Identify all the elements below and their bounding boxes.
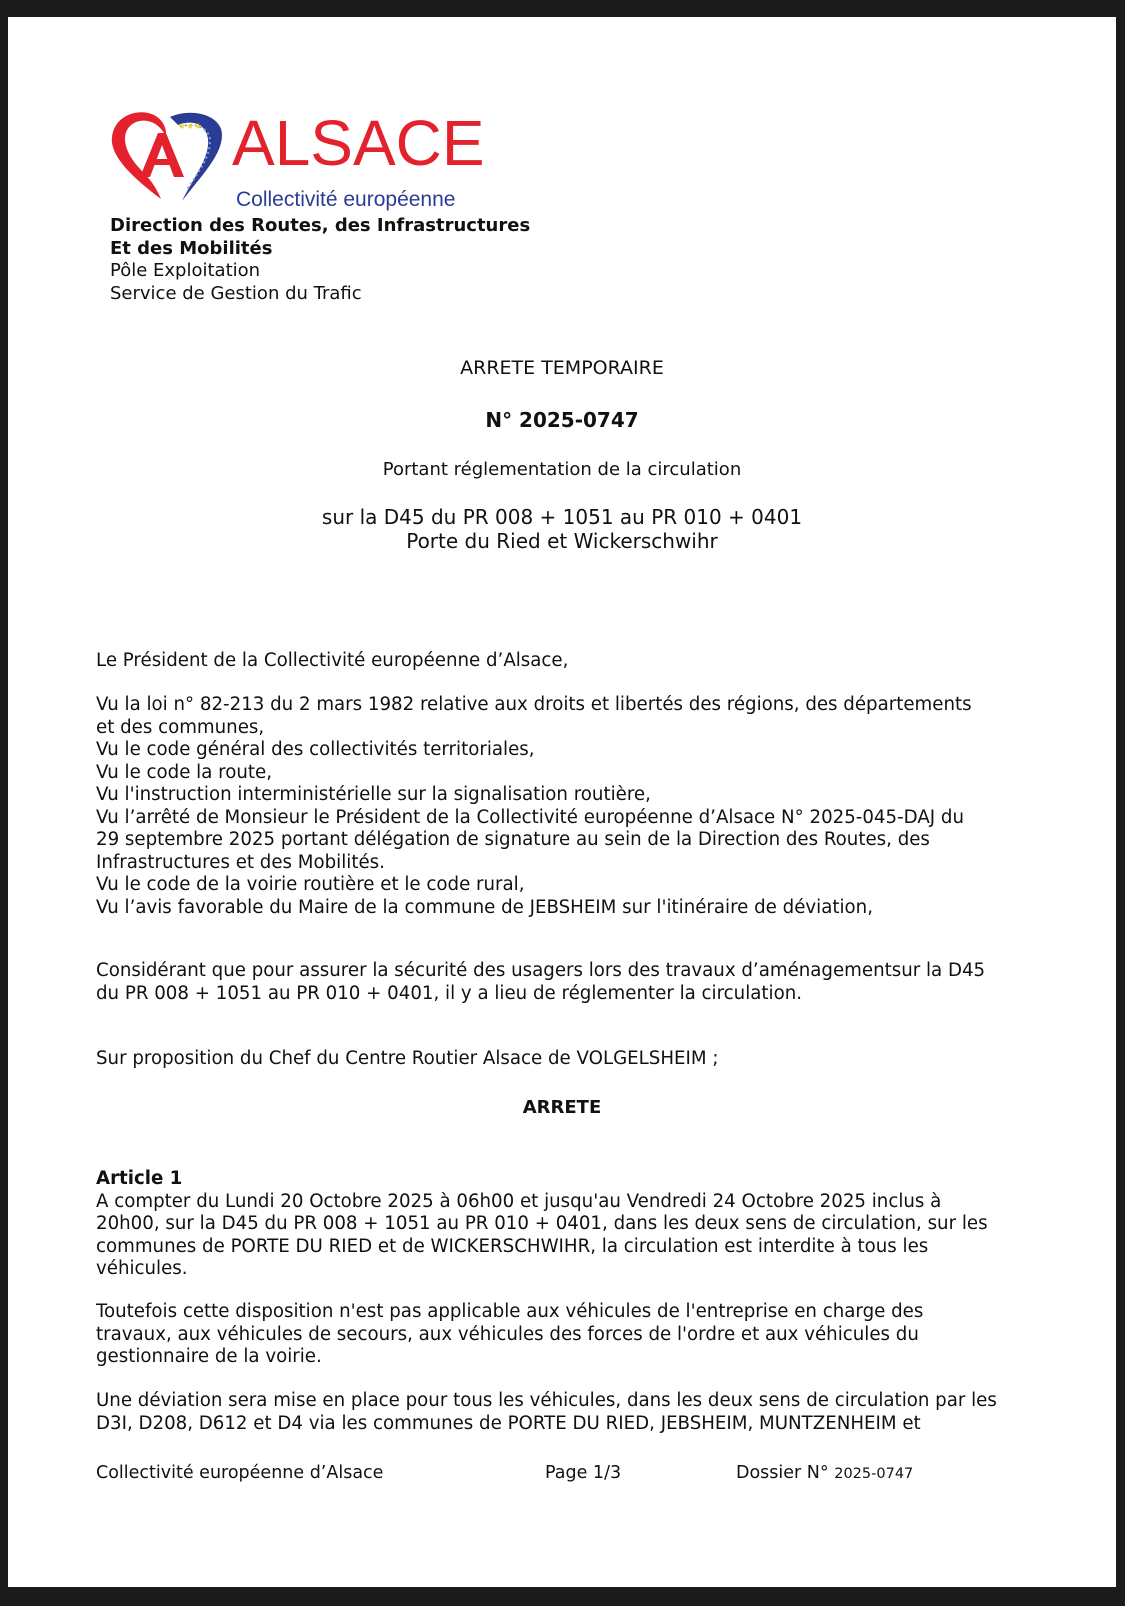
document-page	[8, 17, 1116, 1587]
proposition-text: Sur proposition du Chef du Centre Routier Alsace de VOLGELSHEIM ;	[96, 1048, 719, 1069]
vu-line: Vu le code la route,	[96, 761, 272, 783]
president-text: Le Président de la Collectivité européenne d’Alsace,	[96, 650, 569, 671]
dossier-number: 2025-0747	[834, 1466, 914, 1482]
vu-line: Vu le code général des collectivités territoriales,	[96, 739, 535, 760]
article-line: gestionnaire de la voirie.	[96, 1346, 322, 1367]
article-line: A compter du Lundi 20 Octobre 2025 à 06h00 et jusqu'au Vendredi 24 Octobre 2025 inclus à	[96, 1190, 942, 1212]
vu-line: Vu l’avis favorable du Maire de la commune de JEBSHEIM sur l'itinéraire de déviation,	[96, 896, 873, 918]
dept-line2: Et des Mobilités	[110, 237, 273, 259]
article-line: communes de PORTE DU RIED et de WICKERSCHWIHR, la circulation est interdite à tous les	[96, 1235, 929, 1257]
article-line: véhicules.	[96, 1258, 188, 1279]
article-title: Article 1	[96, 1168, 183, 1189]
article-line: 20h00, sur la D45 du PR 008 + 1051 au PR 010 + 0401, dans les deux sens de circulation, sur les	[96, 1213, 988, 1234]
doc-subject: Portant réglementation de la circulation	[382, 459, 742, 480]
dossier-label: Dossier N°	[736, 1463, 829, 1483]
issuer-block	[110, 215, 530, 305]
location-line2: Porte du Ried et Wickerschwihr	[406, 529, 718, 553]
article-line: Une déviation sera mise en place pour tous les véhicules, dans les deux sens de circulation par les	[96, 1390, 997, 1411]
president-line	[96, 650, 1016, 673]
vu-line: 29 septembre 2025 portant délégation de signature au sein de la Direction des Routes, des	[96, 829, 930, 850]
considerant-line: du PR 008 + 1051 au PR 010 + 0401, il y a lieu de réglementer la circulation.	[96, 982, 803, 1004]
alsace-emblem-icon	[106, 103, 228, 203]
article-1-deviation	[96, 1390, 1016, 1435]
logo-brand: ALSACE	[232, 107, 485, 179]
doc-location	[8, 505, 1116, 553]
vu-list	[96, 694, 1016, 919]
article-1-exception	[96, 1301, 1016, 1369]
proposition	[96, 1048, 1016, 1071]
alsace-logo	[106, 103, 486, 223]
vu-line: et des communes,	[96, 716, 265, 738]
arrete-heading: ARRETE	[522, 1097, 602, 1118]
footer-dossier	[736, 1463, 913, 1483]
footer-page: Page 1/3	[545, 1463, 622, 1483]
dept-line1: Direction des Routes, des Infrastructures	[110, 215, 531, 236]
article-line: D3I, D208, D612 et D4 via les communes de PORTE DU RIED, JEBSHEIM, MUNTZENHEIM et	[96, 1412, 921, 1434]
considerant	[96, 960, 1016, 1005]
article-line: Toutefois cette disposition n'est pas applicable aux véhicules de l'entreprise en charge des	[96, 1301, 924, 1322]
pole: Pôle Exploitation	[110, 260, 261, 281]
logo-subtitle: Collectivité européenne	[236, 188, 456, 211]
footer-org: Collectivité européenne d’Alsace	[96, 1463, 384, 1483]
location-line1: sur la D45 du PR 008 + 1051 au PR 010 + 0401	[321, 505, 803, 529]
vu-line: Vu l'instruction interministérielle sur la signalisation routière,	[96, 784, 651, 805]
vu-line: Vu l’arrêté de Monsieur le Président de la Collectivité européenne d’Alsace N° 2025-045-DAJ du	[96, 806, 964, 828]
article-line: travaux, aux véhicules de secours, aux véhicules des forces de l'ordre et aux véhicules du	[96, 1323, 919, 1345]
vu-line: Vu la loi n° 82-213 du 2 mars 1982 relative aux droits et libertés des régions, des départements	[96, 694, 972, 715]
doc-number: N° 2025-0747	[485, 408, 639, 432]
doc-type: ARRETE TEMPORAIRE	[460, 357, 664, 379]
service: Service de Gestion du Trafic	[110, 282, 362, 304]
vu-line: Infrastructures et des Mobilités.	[96, 851, 385, 873]
considerant-line: Considérant que pour assurer la sécurité des usagers lors des travaux d’aménagementsur la D45	[96, 960, 986, 981]
svg-text:★★★: ★★★	[178, 122, 203, 132]
article-1	[96, 1168, 1016, 1281]
vu-line: Vu le code de la voirie routière et le code rural,	[96, 874, 525, 895]
